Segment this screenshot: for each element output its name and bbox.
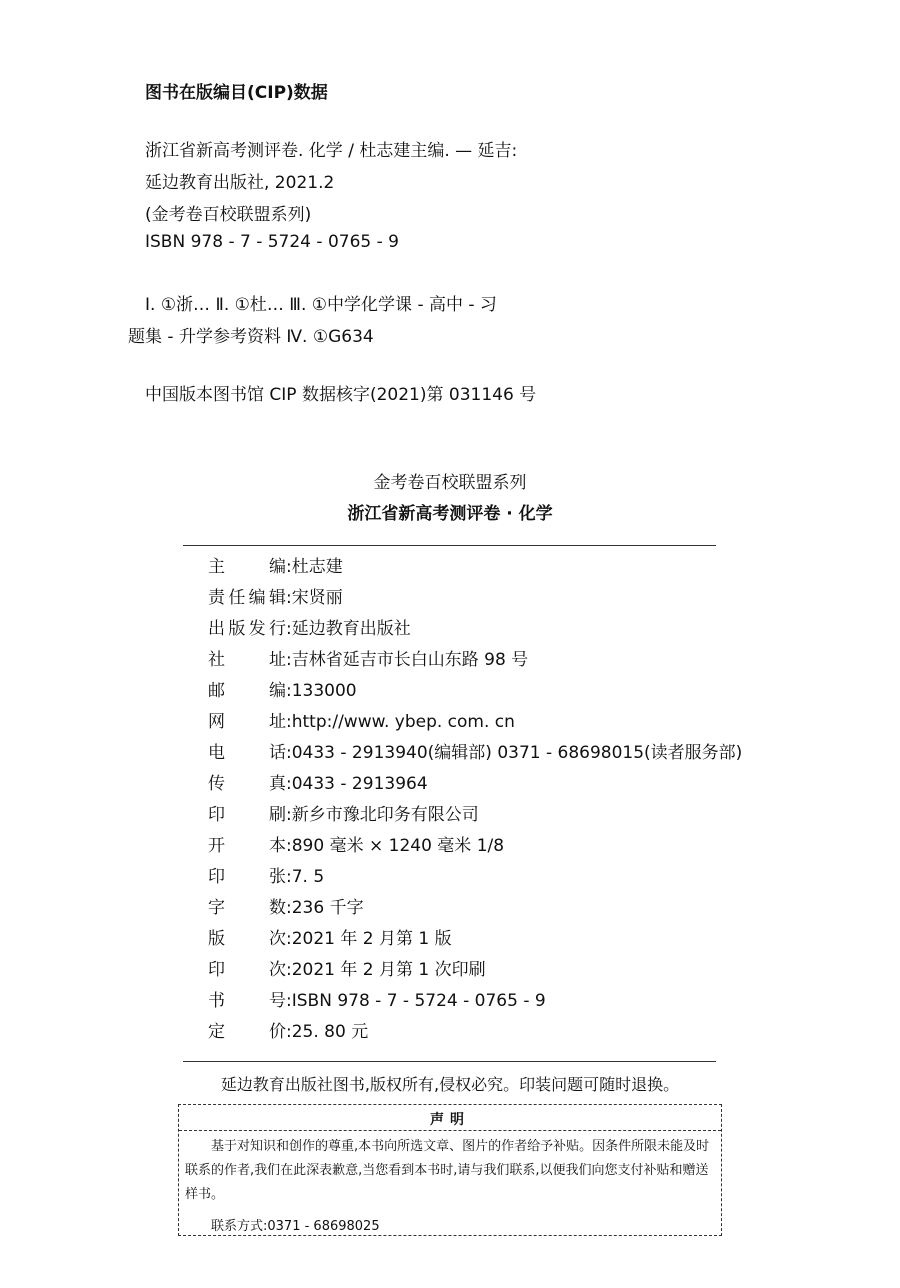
divider-bottom	[183, 1061, 716, 1062]
cip-line: (金考卷百校联盟系列)	[145, 205, 312, 225]
info-row	[208, 927, 452, 951]
info-row	[208, 834, 504, 858]
info-value: :延边教育出版社	[286, 619, 411, 639]
info-label: 印刷	[208, 805, 286, 825]
info-label: 印张	[208, 867, 286, 887]
info-value: :133000	[286, 681, 357, 701]
declaration-title: 声明	[430, 1112, 470, 1128]
info-label: 版次	[208, 929, 286, 949]
info-value: :0433 - 2913940(编辑部) 0371 - 68698015(读者服务部)	[286, 743, 743, 763]
info-value: :ISBN 978 - 7 - 5724 - 0765 - 9	[286, 991, 546, 1011]
cip-classification: Ⅰ. ①浙… Ⅱ. ①杜… Ⅲ. ①中学化学课 - 高中 - 习	[145, 295, 497, 315]
info-label: 传真	[208, 774, 286, 794]
info-value: :杜志建	[286, 557, 343, 577]
info-row	[208, 896, 364, 920]
info-value: :236 千字	[286, 898, 364, 918]
cip-line: 延边教育出版社, 2021.2	[145, 173, 335, 193]
cip-classification: 题集 - 升学参考资料 Ⅳ. ①G634	[128, 327, 374, 347]
cip-isbn: ISBN 978 - 7 - 5724 - 0765 - 9	[145, 232, 399, 252]
info-row	[208, 865, 324, 889]
declaration-separator	[179, 1130, 721, 1131]
info-value: :http://www. ybep. com. cn	[286, 712, 515, 732]
book-title: 浙江省新高考测评卷 · 化学	[347, 504, 553, 524]
info-label: 网址	[208, 712, 286, 732]
info-value: :890 毫米 × 1240 毫米 1/8	[286, 836, 505, 856]
divider-top	[183, 545, 716, 546]
info-label: 印次	[208, 960, 286, 980]
info-label: 责任编辑	[208, 588, 286, 608]
cip-title: 图书在版编目(CIP)数据	[145, 83, 328, 103]
info-value: :宋贤丽	[286, 588, 343, 608]
info-row	[208, 648, 528, 672]
cip-line: 浙江省新高考测评卷. 化学 / 杜志建主编. — 延吉:	[145, 141, 518, 161]
info-value: :0433 - 2913964	[286, 774, 428, 794]
info-label: 电话	[208, 743, 286, 763]
info-label: 主编	[208, 557, 286, 577]
info-value: :2021 年 2 月第 1 次印刷	[286, 960, 486, 980]
info-label: 社址	[208, 650, 286, 670]
info-row	[208, 710, 515, 734]
info-row	[208, 679, 357, 703]
info-row	[208, 617, 411, 641]
info-row	[208, 555, 343, 579]
info-row	[208, 741, 742, 765]
info-value: :吉林省延吉市长白山东路 98 号	[286, 650, 529, 670]
info-value: :新乡市豫北印务有限公司	[286, 805, 479, 825]
info-value: :25. 80 元	[286, 1022, 369, 1042]
info-value: :2021 年 2 月第 1 版	[286, 929, 452, 949]
info-row	[208, 989, 546, 1013]
info-row	[208, 586, 343, 610]
declaration-body: 基于对知识和创作的尊重,本书向所选文章、图片的作者给予补贴。因条件所限未能及时联系的作者,我们在此深表歉意,当您看到本书时,请与我们联系,以便我们向您支付补贴和赠送样书。	[185, 1139, 710, 1202]
info-row	[208, 772, 428, 796]
info-label: 字数	[208, 898, 286, 918]
info-label: 书号	[208, 991, 286, 1011]
info-row	[208, 958, 486, 982]
cip-verification: 中国版本图书馆 CIP 数据核字(2021)第 031146 号	[145, 385, 537, 405]
info-value: :7. 5	[286, 867, 325, 887]
info-label: 定价	[208, 1022, 286, 1042]
info-row	[208, 1020, 368, 1044]
info-label: 出版发行	[208, 619, 286, 639]
info-label: 邮编	[208, 681, 286, 701]
series-name: 金考卷百校联盟系列	[373, 473, 527, 493]
declaration-contact: 联系方式:0371 - 68698025	[211, 1219, 380, 1234]
declaration-box	[178, 1104, 722, 1236]
info-label: 开本	[208, 836, 286, 856]
info-row	[208, 803, 479, 827]
copyright-notice: 延边教育出版社图书,版权所有,侵权必究。印装问题可随时退换。	[220, 1075, 680, 1094]
